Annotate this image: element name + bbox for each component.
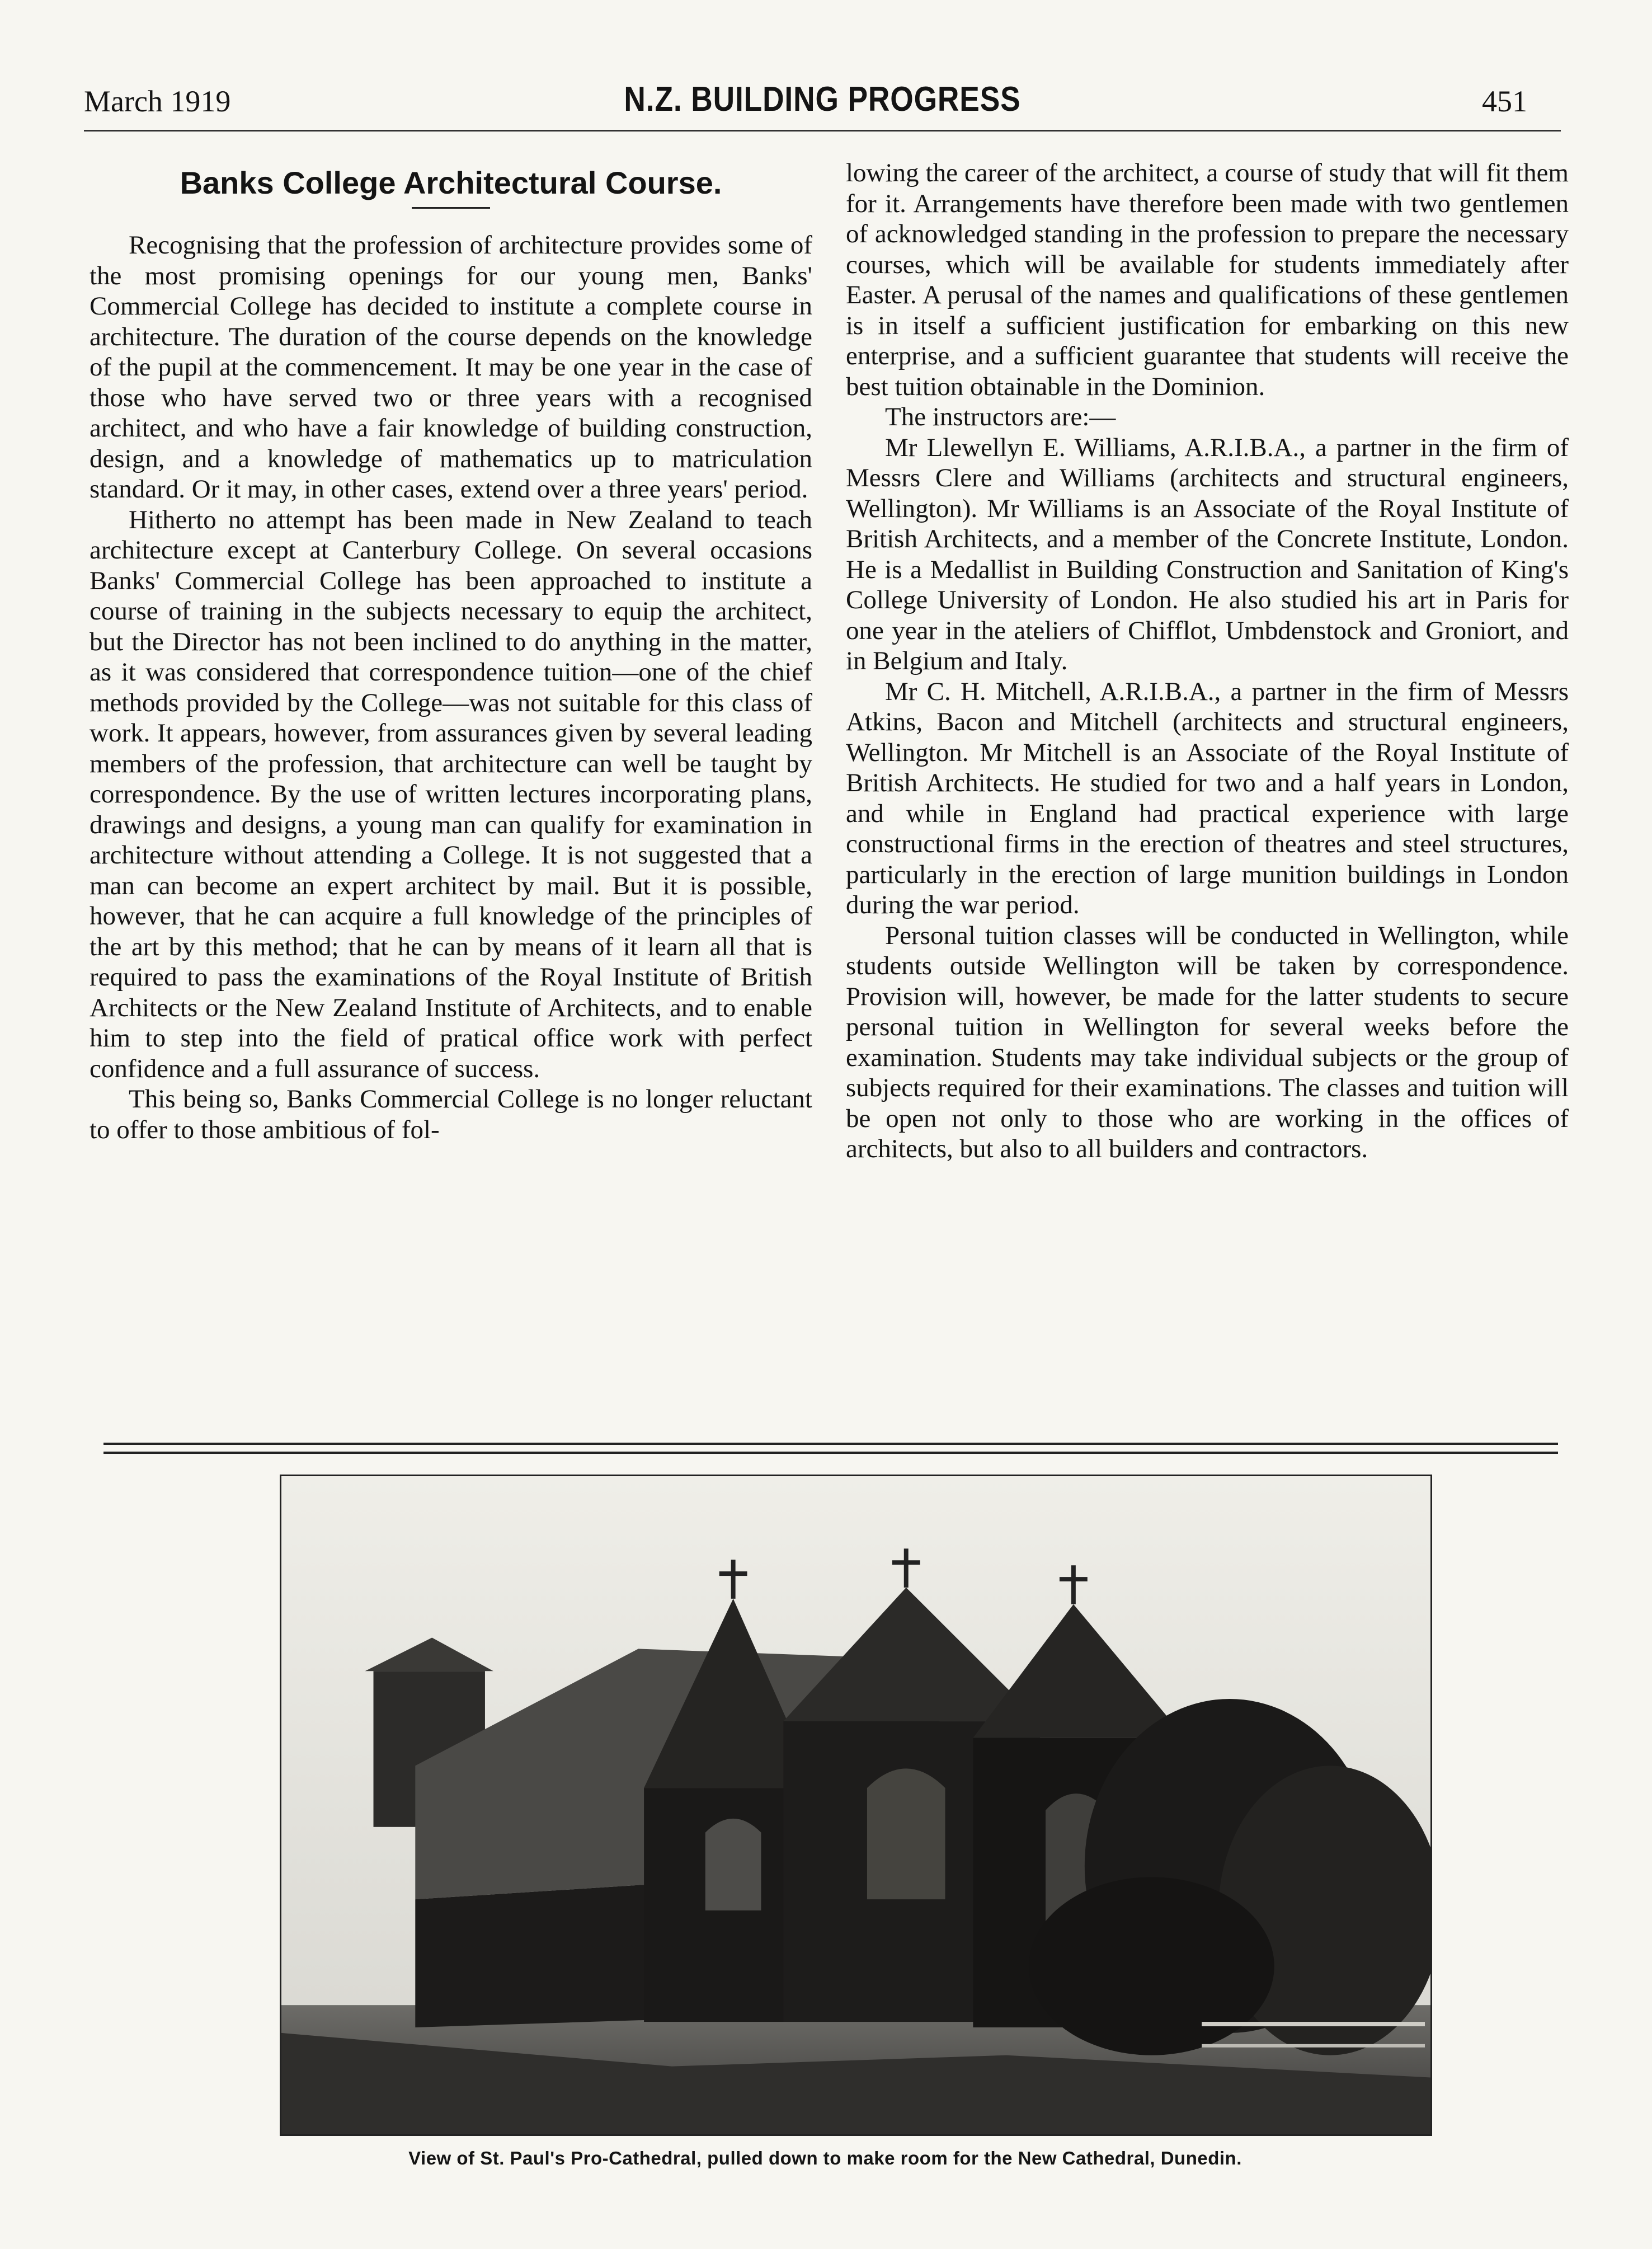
article-title: Banks College Architectural Course.: [180, 165, 722, 200]
paragraph: Mr C. H. Mitchell, A.R.I.B.A., a partner in the firm of Messrs Atkins, Bacon and Mitchell (architects and structural engineers, Wellington. Mr Mitchell is an Associate of the Royal Institute of British Architects. He studied for two and a half years in London, and while in England had practical experience with large constructional firms in the erection of theatres and steel structures, particularly in the erection of large munition buildings in London during the war period.: [846, 677, 1569, 919]
cathedral-illustration: [281, 1476, 1430, 2134]
issue-date: March 1919: [84, 84, 231, 118]
left-column: [90, 158, 812, 1145]
page-header: [84, 80, 1561, 134]
paragraph: Hitherto no attempt has been made in New Zealand to teach architecture except at Canterbury College. On several occasions Banks' Commercial College has been approached to institute a course of training in the subjects necessary to equip the architect, but the Director has not been inclined to do anything in the matter, as it was considered that correspondence tuition—one of the chief methods provided by the College—was not suitable for this class of work. It appears, however, from assurances given by several leading members of the profession, that architecture can well be taught by correspondence. By the use of written lectures incorporating plans, drawings and designs, a young man can qualify for examination in architecture without attending a College. It is not suggested that a man can become an expert architect by mail. But it is possible, however, that he can acquire a full knowledge of the principles of the art by this method; that he can by means of it learn all that is required to pass the examinations of the Royal Institute of British Architects or the New Zealand Institute of Architects, and to enable him to step into the field of pratical office work with perfect confidence and a full assurance of success.: [90, 505, 812, 1083]
section-divider: [103, 1452, 1558, 1454]
paragraph: lowing the career of the architect, a course of study that will fit them for it. Arrangements have therefore been made with two gentlemen of acknowledged standing in the profession to prepare the necessary courses, which will be available for students immediately after Easter. A perusal of the names and qualifications of these gentlemen is in itself a sufficient justification for embarking on this new enterprise, and a sufficient guarantee that students will receive the best tuition obtainable in the Dominion.: [846, 158, 1569, 401]
paragraph: Mr Llewellyn E. Williams, A.R.I.B.A., a partner in the firm of Messrs Clere and Williams (architects and structural engineers, Wellington). Mr Williams is an Associate of the Royal Institute of British Architects, and a member of the Concrete Institute, London. He is a Medallist in Building Construction and Sanitation of King's College University of London. He also studied his art in Paris for one year in the ateliers of Chifflot, Umbdenstock and Groniort, and in Belgium and Italy.: [846, 433, 1569, 675]
publication-title: N.Z. BUILDING PROGRESS: [624, 80, 1021, 119]
header-rule: [84, 130, 1561, 132]
paragraph: Recognising that the profession of architecture provides some of the most promising openings for our young men, Banks' Commercial College has decided to institute a complete course in architecture. The duration of the course depends on the knowledge of the pupil at the commencement. It may be one year in the case of those who have served two or three years with a recognised architect, and who have a fair knowledge of building construction, design, and a knowledge of mathematics up to matriculation standard. Or it may, in other cases, extend over a three years' period.: [90, 231, 812, 504]
paragraph: This being so, Banks Commercial College is no longer reluctant to offer to those ambitious of fol-: [90, 1084, 812, 1144]
paragraph: The instructors are:—: [885, 402, 1116, 431]
photo-caption: View of St. Paul's Pro-Cathedral, pulled down to make room for the New Cathedral, Dunedin.: [408, 2148, 1242, 2168]
section-divider: [103, 1443, 1558, 1445]
title-underline: [412, 207, 490, 209]
page-number: 451: [1482, 84, 1527, 118]
cathedral-photo: [280, 1475, 1432, 2136]
paragraph: Personal tuition classes will be conducted in Wellington, while students outside Wellington will be taken by correspondence. Provision will, however, be made for the latter students to secure personal tuition in Wellington for several weeks before the examination. Students may take individual subjects or the group of subjects required for their examinations. The classes and tuition will be open not only to those who are working in the offices of architects, but also to all builders and contractors.: [846, 921, 1569, 1163]
right-column: [846, 158, 1569, 1165]
